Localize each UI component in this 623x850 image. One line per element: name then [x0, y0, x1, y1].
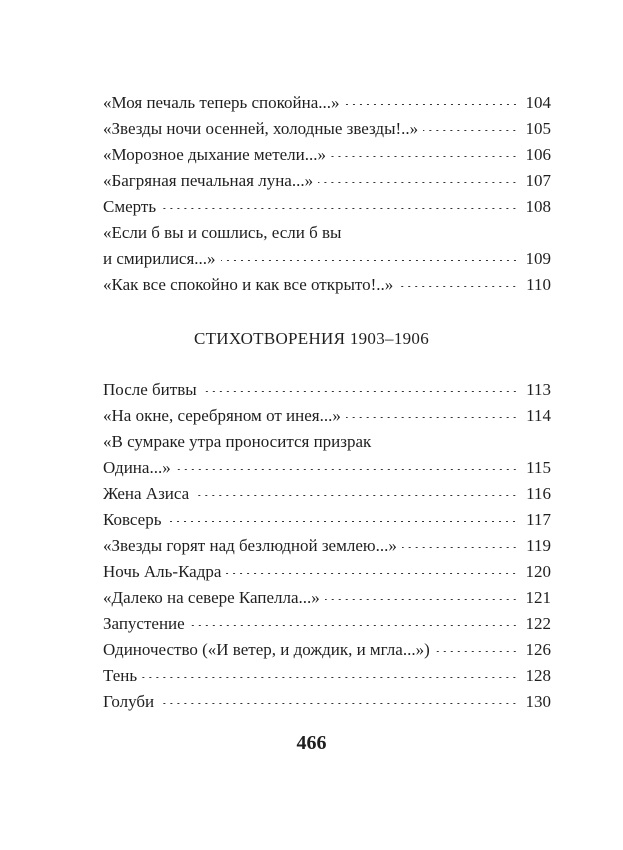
toc-entry-page: 107 [525, 171, 551, 190]
dot-leader [398, 286, 518, 287]
toc-entry-page: 117 [526, 510, 551, 529]
toc-entry [103, 533, 551, 559]
toc-entry [103, 637, 551, 663]
toc-list-bottom [103, 377, 551, 715]
dot-leader [402, 547, 518, 548]
toc-entry-title: «На окне, серебряном от инея...» [103, 406, 341, 425]
toc-entry [103, 194, 551, 220]
toc-entry [103, 611, 551, 637]
toc-entry [103, 90, 551, 116]
dot-leader [194, 495, 518, 496]
toc-entry-page: 106 [525, 145, 551, 164]
toc-entry [103, 507, 551, 533]
toc-entry [103, 142, 551, 168]
toc-entry-title: Ночь Аль-Кадра [103, 562, 222, 581]
toc-entry-page: 109 [525, 249, 551, 268]
toc-entry-title: Ковсерь [103, 510, 162, 529]
toc-entry [103, 663, 551, 689]
toc-entry-title: «Звезды ночи осенней, холодные звезды!..» [103, 119, 419, 138]
dot-leader [221, 260, 518, 261]
dot-leader [226, 573, 518, 574]
toc-entry [103, 481, 551, 507]
toc-entry-title: «Звезды горят над безлюдной землею...» [103, 536, 397, 555]
toc-entry-title: Тень [103, 666, 138, 685]
toc-entry-page: 119 [526, 536, 551, 555]
toc-entry-title: и смирилися...» [103, 249, 216, 268]
toc-entry-page: 110 [526, 275, 551, 294]
toc-entry-page: 114 [526, 406, 551, 425]
toc-entry-title: «В сумраке утра проносится призрак [103, 432, 372, 451]
toc-entry-page: 121 [525, 588, 551, 607]
toc-entry-page: 115 [526, 458, 551, 477]
toc-entry-page: 128 [525, 666, 551, 685]
toc-entry-page: 126 [525, 640, 551, 659]
toc-entry [103, 689, 551, 715]
toc-entry-page: 122 [525, 614, 551, 633]
dot-leader [325, 599, 518, 600]
toc-entry [103, 272, 551, 298]
toc-entry-title: Голуби [103, 692, 155, 711]
toc-entry-title: «Как все спокойно и как все открыто!..» [103, 275, 394, 294]
section-title: СТИХОТВОРЕНИЯ 1903–1906 [193, 329, 430, 348]
toc-entry [103, 116, 551, 142]
toc-entry-page: 105 [525, 119, 551, 138]
toc-entry-continued [103, 429, 551, 455]
toc-list-top [103, 90, 551, 298]
dot-leader [159, 703, 518, 704]
toc-entry-page: 120 [525, 562, 551, 581]
toc-entry-title: Смерть [103, 197, 157, 216]
toc-entry [103, 455, 551, 481]
toc-entry [103, 585, 551, 611]
toc-entry-title: «Если б вы и сошлись, если б вы [103, 223, 342, 242]
toc-entry [103, 403, 551, 429]
toc-entry-title: «Моя печаль теперь спокойна...» [103, 93, 340, 112]
toc-entry-page: 130 [525, 692, 551, 711]
toc-entry-page: 113 [526, 380, 551, 399]
toc-entry-title: Одиночество («И ветер, и дождик, и мгла...») [103, 640, 430, 659]
dot-leader [346, 417, 518, 418]
toc-entry-title: Одина...» [103, 458, 171, 477]
toc-entry-page: 116 [526, 484, 551, 503]
dot-leader [176, 469, 518, 470]
page-number: 466 [296, 732, 327, 754]
toc-entry-title: После битвы [103, 380, 197, 399]
toc-entry-continued [103, 220, 551, 246]
dot-leader [318, 182, 518, 183]
toc-entry [103, 246, 551, 272]
dot-leader [190, 625, 518, 626]
toc-entry-title: «Багряная печальная луна...» [103, 171, 314, 190]
dot-leader [202, 391, 518, 392]
dot-leader [345, 104, 518, 105]
toc-entry-title: «Морозное дыхание метели...» [103, 145, 327, 164]
toc-entry [103, 168, 551, 194]
dot-leader [142, 677, 518, 678]
dot-leader [331, 156, 518, 157]
toc-entry [103, 377, 551, 403]
dot-leader [423, 130, 518, 131]
toc-entry-title: Запустение [103, 614, 185, 633]
toc-entry-title: «Далеко на севере Капелла...» [103, 588, 320, 607]
toc-entry-title: Жена Азиса [103, 484, 190, 503]
toc-entry-page: 104 [525, 93, 551, 112]
dot-leader [161, 208, 518, 209]
dot-leader [435, 651, 518, 652]
dot-leader [166, 521, 518, 522]
toc-entry [103, 559, 551, 585]
toc-entry-page: 108 [525, 197, 551, 216]
